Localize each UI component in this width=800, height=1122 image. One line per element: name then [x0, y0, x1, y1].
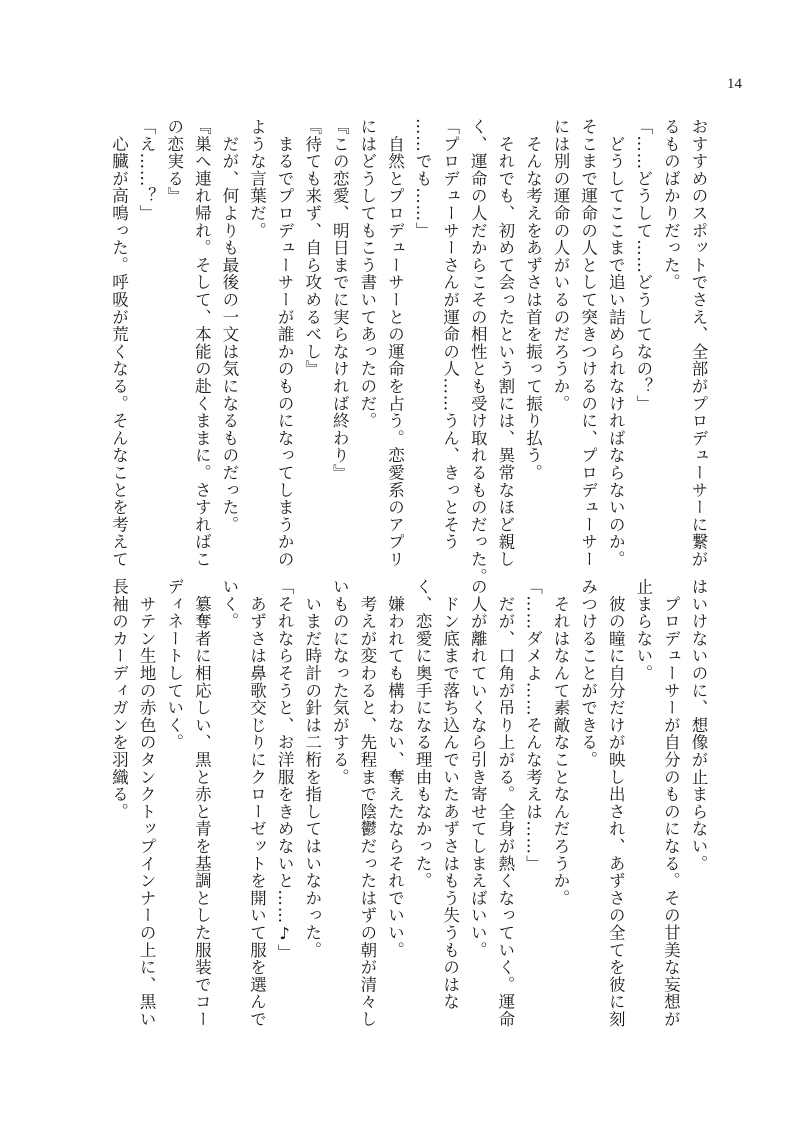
- text-line: それはなんて素敵なことなんだろうか。: [551, 578, 571, 907]
- text-line: そんな考えをあずさは首を振って振り払う。: [523, 118, 543, 482]
- text-line: 「え……？」: [137, 118, 157, 222]
- text-line: みつけることができる。: [578, 578, 598, 769]
- text-line: 『巣へ連れ帰れ。そして、本能の赴くままに。さすればこ: [192, 118, 212, 568]
- text-line: だが、口角が吊り上がる。全身が熱くなっていく。運命: [495, 578, 515, 1028]
- text-line: それでも、初めて会ったという割には、異常なほど親し: [495, 118, 515, 568]
- upper-text-block: [109, 118, 712, 586]
- text-line: そこまで運命の人として突きつけるのに、プロデューサー: [578, 118, 598, 568]
- text-line: プロデューサーが自分のものになる。その甘美な妄想が: [661, 578, 681, 1028]
- text-line: 心臓が高鳴った。呼吸が荒くなる。そんなことを考えて: [109, 118, 129, 568]
- text-line: 「プロデューサーさんが運命の人……うん、きっとそう: [440, 118, 460, 551]
- text-line: いまだ時計の針は二桁を指してはいなかった。: [302, 578, 322, 959]
- text-line: 止まらない。: [633, 578, 653, 682]
- text-line: 自然とプロデューサーとの運命を占う。恋愛系のアプリ: [385, 118, 405, 568]
- text-line: どうしてここまで追い詰められなければならないのか。: [606, 118, 626, 568]
- text-line: 『待ても来ず、自ら攻めるべし』: [302, 118, 322, 378]
- text-line: 考えが変わると、先程まで陰鬱だったはずの朝が清々し: [357, 578, 377, 1028]
- text-line: るものばかりだった。: [661, 118, 681, 291]
- text-line: 「それならそうと、お洋服をきめないと……♪」: [275, 578, 295, 962]
- text-line: まるでプロデューサーが誰かのものになってしまうかの: [275, 118, 295, 568]
- text-line: の恋実る』: [164, 118, 184, 205]
- text-line: く、恋愛に奥手になる理由もなかった。: [413, 578, 433, 890]
- text-line: いく。: [219, 578, 239, 630]
- text-line: 彼の瞳に自分だけが映し出され、あずさの全てを彼に刻: [606, 578, 626, 1028]
- text-line: 長袖のカーディガンを羽織る。: [109, 578, 129, 821]
- page-number: 14: [727, 76, 742, 92]
- text-line: の人が離れていくなら引き寄せてしまえばいい。: [468, 578, 488, 959]
- text-line: あずさは鼻歌交じりにクローゼットを開いて服を選んで: [247, 578, 267, 1028]
- text-line: ような言葉だ。: [247, 118, 267, 240]
- text-line: おすすめのスポットでさえ、全部がプロデューサーに繋が: [689, 118, 708, 568]
- text-line: ……でも……」: [413, 118, 433, 240]
- text-line: 「……どうして……どうしてなの？」: [633, 118, 653, 413]
- text-line: 『この恋愛、明日までに実らなければ終わり』: [330, 118, 350, 482]
- text-line: には別の運命の人がいるのだろうか。: [551, 118, 571, 413]
- text-line: いものになった気がする。: [330, 578, 350, 786]
- text-line: サテン生地の赤色のタンクトップインナーの上に、黒い: [137, 578, 157, 1028]
- text-line: だが、何よりも最後の一文は気になるものだった。: [219, 118, 239, 534]
- text-line: ディネートしていく。: [164, 578, 184, 751]
- text-line: にはどうしてもこう書いてあったのだ。: [357, 118, 377, 430]
- text-line: 簒奪者に相応しい、黒と赤と青を基調とした服装でコー: [192, 578, 212, 1028]
- text-line: 嫌われても構わない、奪えたならそれでいい。: [385, 578, 405, 959]
- lower-text-block: [109, 578, 712, 1028]
- text-line: く、運命の人だからこその相性とも受け取れるものだった。: [468, 118, 488, 586]
- text-line: はいけないのに、想像が止まらない。: [689, 578, 708, 873]
- text-line: ドン底まで落ち込んでいたあずさはもう失うものはな: [440, 578, 460, 1011]
- text-line: 「……ダメよ……そんな考えは……」: [523, 578, 543, 873]
